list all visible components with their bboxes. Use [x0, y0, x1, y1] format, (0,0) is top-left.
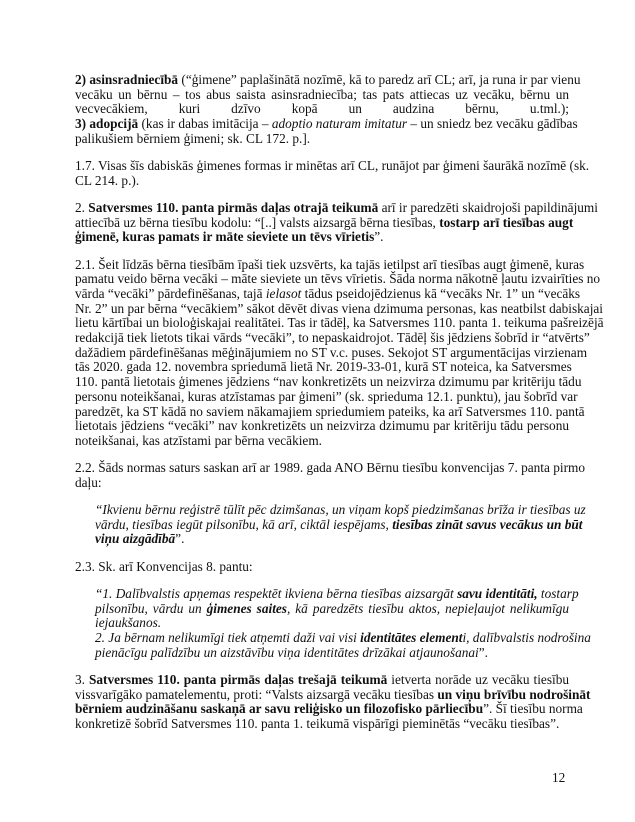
paragraph — [75, 256, 604, 449]
text-run: redakcijā tiek lietots tikai vārds “vecāki”, to nepaskaidrojot. Tādēļ šis jēdziens šobrīd ir “atvērts” — [75, 330, 590, 346]
text-line — [75, 72, 581, 88]
bold-text: ģimenē, kuras pamats ir māte sieviete un tēvs vīrietis — [75, 229, 375, 245]
text-run: 2. — [75, 199, 89, 215]
bold-text: tiesības zināt savus vecākus un būt — [392, 516, 583, 532]
bold-text: savu identitāti, — [457, 585, 538, 601]
text-run: ”. — [478, 644, 488, 660]
italic-text: adoptio naturam imitatur — [271, 116, 408, 132]
bold-text: ģimenes saites — [206, 600, 287, 616]
text-line — [95, 532, 569, 547]
text-run: vissvarīgāko pamatelementu, proti: “Valsts aizsargā vecāku tiesības — [75, 686, 438, 702]
text-line — [95, 646, 569, 661]
bold-text: asinsradniecībā — [89, 72, 179, 87]
text-line — [75, 344, 588, 361]
text-run: dažādiem pārdefinēšanas mēģinājumiem no ST v.c. puses. Sekojot ST argumentācijas virzienam — [75, 344, 588, 360]
paragraph — [75, 671, 591, 732]
text-run: ”. — [175, 531, 185, 547]
paragraph — [75, 560, 569, 575]
text-line — [75, 388, 578, 405]
text-run: noteikšanai, kas atzīstami par bērna vecākiem. — [75, 432, 322, 448]
text-line — [75, 419, 569, 434]
text-line — [95, 630, 591, 646]
italic-text: pienācīgu palīdzību un aizstāvību viņa identitātes drīzākai atjaunošanai — [95, 644, 479, 660]
document-body — [75, 72, 604, 744]
bold-text: Satversmes 110. panta pirmās daļas otrajā teikumā — [88, 199, 379, 215]
text-run: palikušiem bērniem ģimeni; sk. CL 172. p.]. — [75, 130, 311, 146]
text-run: paredzēt, ka ST kādā no saviem nākamajiem spriedumiem pateiks, ka arī Satversmes 110. pantā — [75, 403, 585, 419]
text-line — [75, 174, 569, 189]
text-run: Nr. 2” un par bērna “vecākiem” sākot dēvēt divas viena dzimuma personas, kas neatbilst dabiskajai — [75, 300, 603, 316]
text-run: 2.3. Sk. arī Konvencijas 8. pantu: — [75, 558, 253, 574]
italic-text: ielasot — [265, 285, 302, 301]
text-line — [75, 285, 581, 302]
italic-text: iejaukšanos. — [95, 615, 162, 631]
paragraph — [75, 460, 585, 490]
text-run: tās 2020. gada 12. novembra spriedumā lietā Nr. 2019-33-01, kurā ST noteica, ka Satversmes — [75, 359, 572, 375]
text-line — [95, 516, 583, 533]
italic-text: 2. Ja bērnam nelikumīgi tiek atņemti daži vai visi — [95, 630, 361, 645]
text-line — [95, 616, 569, 631]
text-line — [75, 374, 582, 390]
text-run: 110. pantā lietotais ģimenes jēdziens “nav konkretizēts un neizvirza dzimumu par kritēriju tādu — [75, 374, 582, 390]
text-line — [75, 717, 569, 732]
text-line — [75, 158, 590, 174]
text-run: vecāku un bērnu – tos abus saista asinsradniecība; tas pats attiecas uz vecāku, bērnu un — [75, 86, 569, 102]
bold-text: tostarp arī tiesības augt — [439, 214, 574, 230]
text-run: ”. Šī tiesību norma — [483, 701, 583, 717]
italic-text: , kā paredzēts tiesību aktos, nepieļaujot nelikumīgu — [286, 600, 570, 616]
italic-text: “1. Dalībvalstis apņemas respektēt ikviena bērna tiesības aizsargāt — [95, 585, 458, 601]
text-line — [75, 214, 574, 231]
text-run: konkretizē šobrīd Satversmes 110. panta 1. teikumā vispārīgi pieminētās “vecāku tiesības”. — [75, 716, 560, 732]
italic-text: pilsonību, vārdu un — [95, 600, 207, 616]
text-run: 2.2. Šāds normas saturs saskan arī ar 1989. gada ANO Bērnu tiesību konvencijas 7. panta pirmo — [75, 460, 585, 476]
text-line — [75, 476, 569, 491]
bold-text: Satversmes 110. panta pirmās daļas trešajā teikumā — [88, 671, 388, 687]
quotation-paragraph — [95, 502, 586, 547]
text-line — [75, 300, 603, 317]
text-line — [75, 701, 583, 717]
text-run: lietotais jēdziens “vecāki” nav konkretizēts un neizvirza dzimumu par kritēriju tādu personu — [75, 418, 569, 434]
text-run: 2.1. Šeit līdzās bērna tiesībām īpaši tiek uzsvērts, ka tajās ietilpst arī tiesības augt ģimenē, kuras — [75, 256, 585, 272]
bold-text: un viņu brīvību nodrošināt — [437, 686, 591, 702]
bold-text: viņu aizgādībā — [95, 531, 176, 547]
text-line — [75, 673, 569, 688]
text-run: vārda “vecāki” pārdefinēšanas, tajā — [75, 285, 266, 301]
text-line — [75, 560, 569, 575]
bold-text: 2) — [75, 72, 90, 87]
text-line — [75, 102, 569, 117]
text-line — [75, 199, 598, 216]
italic-text: tostarp — [537, 585, 579, 601]
page-number: 12 — [552, 770, 566, 785]
text-line — [75, 330, 590, 346]
paragraph — [75, 72, 581, 147]
text-line — [75, 271, 601, 287]
text-run: pamatu veido bērna vecāki – māte sieviete un tēvs vīrietis. Šāda norma nākotnē ļautu izvairīties no — [75, 271, 601, 287]
text-run: CL 214. p.). — [75, 172, 140, 188]
text-run: ”. — [374, 229, 384, 245]
text-line — [95, 602, 569, 617]
text-run: 1.7. Visas šīs dabiskās ģimenes formas ir minētas arī CL, runājot par ģimeni šaurākā nozīmē (sk. — [75, 158, 590, 174]
italic-text: vārdu, tiesības iegūt pilsonību, kā arī, ciktāl iespējams, — [95, 516, 393, 532]
paragraph — [75, 199, 598, 245]
bold-text: 3) — [75, 116, 90, 132]
text-line — [75, 686, 591, 703]
text-line — [75, 88, 569, 103]
paragraph — [75, 158, 590, 188]
bold-text: adopcijā — [89, 116, 139, 132]
italic-text: i, dalībvalstis nodrošina — [462, 630, 591, 645]
text-line — [75, 460, 585, 476]
text-line — [95, 585, 579, 602]
text-run: ietverta norāde uz vecāku tiesību — [387, 671, 569, 687]
text-run: vecvecākiem, kuri dzīvo kopā un audzina bērnu, u.tml.); — [75, 101, 569, 117]
bold-text: bērniem audzināšanu saskaņā ar savu reliģisko un filozofisko pārliecību — [75, 701, 484, 717]
text-run: (“ģimene” paplašinātā nozīmē, kā to paredz arī CL; arī, ja runa ir par vienu — [178, 72, 581, 87]
text-run: personu noteikšanai, kuras atzīstamas par ģimeni” (sk. sprieduma 12.1. punktu), jau šobrīd var — [75, 388, 578, 404]
text-run: – un sniedz bez vecāku gādības — [407, 116, 578, 132]
text-line — [75, 434, 569, 449]
text-run: 3. — [75, 671, 89, 687]
quotation-paragraph — [95, 585, 591, 661]
text-line — [95, 502, 586, 518]
text-run: daļu: — [75, 474, 102, 490]
text-line — [75, 230, 569, 245]
text-line — [75, 315, 604, 331]
bold-text: identitātes element — [360, 630, 463, 645]
text-line — [75, 403, 585, 420]
text-run: tādus pseidojēdzienus kā “vecāks Nr. 1” un “vecāks — [301, 285, 581, 301]
text-line — [75, 116, 578, 132]
italic-text: “Ikvienu bērnu reģistrē tūlīt pēc dzimšanas, un viņam kopš piedzimšanas brīža ir tiesības uz — [95, 502, 586, 518]
text-run: attiecībā uz bērna tiesību kodolu: “[..] valsts aizsargā bērna tiesības, — [75, 214, 440, 230]
text-run: arī ir paredzēti skaidrojoši papildinājumi — [378, 199, 598, 215]
text-line — [75, 359, 572, 375]
text-run: (kas ir dabas imitācija – — [138, 116, 272, 132]
text-line — [75, 256, 585, 273]
text-run: lietu kārtībai un bioloģiskajai realitātei. Tas ir tādēļ, ka Satversmes 110. panta 1. teikuma pašreizējā — [75, 315, 604, 331]
text-line — [75, 132, 569, 147]
